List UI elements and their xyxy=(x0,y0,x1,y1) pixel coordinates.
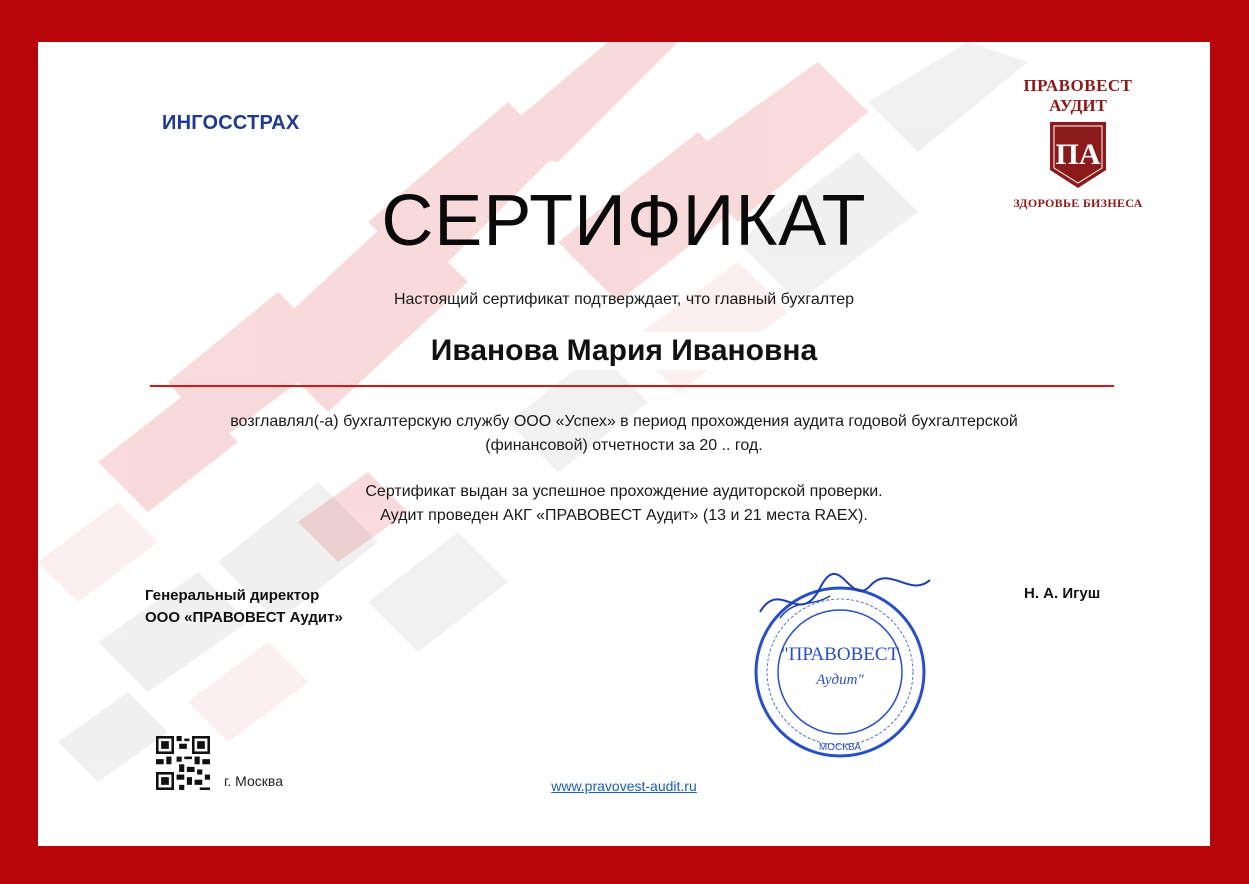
intro-text: Настоящий сертификат подтверждает, что главный бухгалтер xyxy=(393,291,855,308)
signatory-position xyxy=(145,585,343,629)
certificate-paper xyxy=(38,42,1210,846)
stamp-city: МОСКВА xyxy=(818,742,862,753)
body-line-3: Сертификат выдан за успешное прохождение аудиторской проверки. xyxy=(365,483,883,500)
stamp-text-2: Аудит" xyxy=(816,672,864,688)
certificate-title: СЕРТИФИКАТ xyxy=(381,181,867,261)
name-underline xyxy=(150,385,1114,387)
body-line-1: возглавлял(-а) бухгалтерскую службу ООО «Успех» в период прохождения аудита годовой бухгалтерской xyxy=(230,413,1018,430)
position-line-1: Генеральный директор xyxy=(145,587,320,604)
body-line-4: Аудит проведен АКГ «ПРАВОВЕСТ Аудит» (13 и 21 места RAEX). xyxy=(380,507,868,524)
brand-slogan: ЗДОРОВЬЕ БИЗНЕСА xyxy=(1013,196,1143,210)
website-link[interactable]: www.pravovest-audit.ru xyxy=(551,778,697,794)
brand-line1: ПРАВОВЕСТ xyxy=(1023,76,1133,95)
brand-line2: АУДИТ xyxy=(1049,96,1107,115)
city-label: г. Москва xyxy=(224,773,283,789)
position-line-2: ООО «ПРАВОВЕСТ Аудит» xyxy=(145,609,343,626)
signatory-name: Н. А. Игуш xyxy=(1024,585,1101,602)
company-stamp xyxy=(740,568,940,768)
body-line-2: (финансовой) отчетности за 20 .. год. xyxy=(485,437,763,454)
insurer-logo: ИНГОССТРАХ xyxy=(162,112,300,134)
stamp-text-1: "ПРАВОВЕСТ xyxy=(780,644,900,665)
brand-monogram: ПА xyxy=(1055,138,1101,171)
recipient-wrapper xyxy=(38,332,1210,370)
recipient-name: Иванова Мария Ивановна xyxy=(425,332,823,370)
